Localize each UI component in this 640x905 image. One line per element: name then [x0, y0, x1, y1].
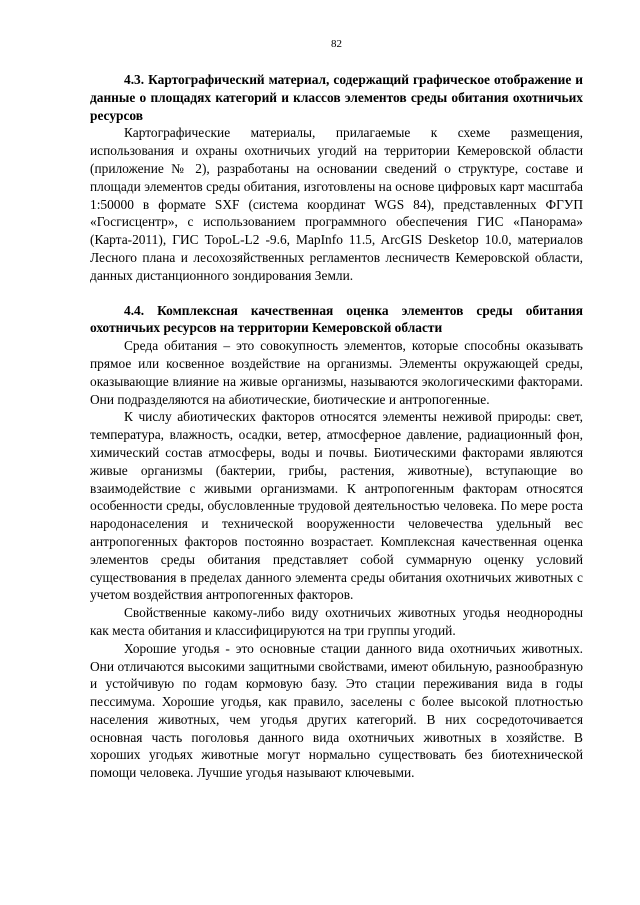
section-4-4-paragraph-2: К числу абиотических факторов относятся элементы неживой природы: свет, температура, влажность, осадки, ветер, атмосферное давление, радиационный фон, химический состав атмосферы, воды и почвы. Биотическими факторами являются живые организмы (бактерии, грибы, растения, животные), вступающие во взаимодействие с живыми организмами. К антропогенным факторам относятся особенности среды, обусловленные трудовой деятельностью человека. По мере роста народонаселения и технической вооруженности человечества удельный вес антропогенных факторов постоянно возрастает. Комплексная качественная оценка элементов среды обитания представляет собой суммарную оценку условий существования в пределах данного элемента среды обитания охотничьих животных с учетом воздействия антропогенных факторов.: [90, 409, 583, 603]
section-4-3-heading: 4.3. Картографический материал, содержащий графическое отображение и данные о площадях категорий и классов элементов среды обитания охотничьих ресурсов: [90, 72, 583, 123]
page-number: 82: [331, 38, 342, 50]
section-spacer: [90, 285, 583, 302]
section-4-4-paragraph-3: Свойственные какому-либо виду охотничьих животных угодья неоднородны как места обитания и классифицируются на три группы угодий.: [90, 605, 583, 638]
section-4-4-heading: 4.4. Комплексная качественная оценка элементов среды обитания охотничьих ресурсов на территории Кемеровской области: [90, 302, 583, 336]
section-4-3-paragraph: Картографические материалы, прилагаемые к схеме размещения, использования и охраны охотничьих угодий на территории Кемеровской области (приложение № 2), разработаны на основании сведений о структуре, составе и площади элементов среды обитания, изготовлены на основе цифровых карт масштаба 1:50000 в формате SXF (система координат WGS 84), представленных ФГУП «Госгисцентр», с использованием программного обеспечения ГИС «Панорама» (Карта-2011), ГИС TopoL-L2 -9.6, MapInfo 11.5, ArcGIS Desketop 10.0, материалов Лесного плана и лесохозяйственных регламентов лесничеств Кемеровской области, данных дистанционного зондирования Земли.: [90, 125, 583, 283]
section-4-4-paragraph-4: Хорошие угодья - это основные стации данного вида охотничьих животных. Они отличаются высокими защитными свойствами, имеют обильную, разнообразную и устойчивую по годам кормовую базу. Это стации переживания вида в годы пессимума. Хорошие угодья, как правило, заселены с более высокой плотностью населения животных, чем угодья других категорий. В них сосредоточивается основная часть поголовья данного вида охотничьих животных в хозяйстве. В хороших угодьях животные могут нормально существовать без биотехнической помощи человека. Лучшие угодья называют ключевыми.: [90, 640, 583, 781]
section-4-4-paragraph-1: Среда обитания – это совокупность элементов, которые способны оказывать прямое или косвенное воздействие на организмы. Элементы окружающей среды, оказывающие влияние на живые организмы, называются экологическими факторами. Они подразделяются на абиотические, биотические и антропогенные.: [90, 338, 583, 407]
